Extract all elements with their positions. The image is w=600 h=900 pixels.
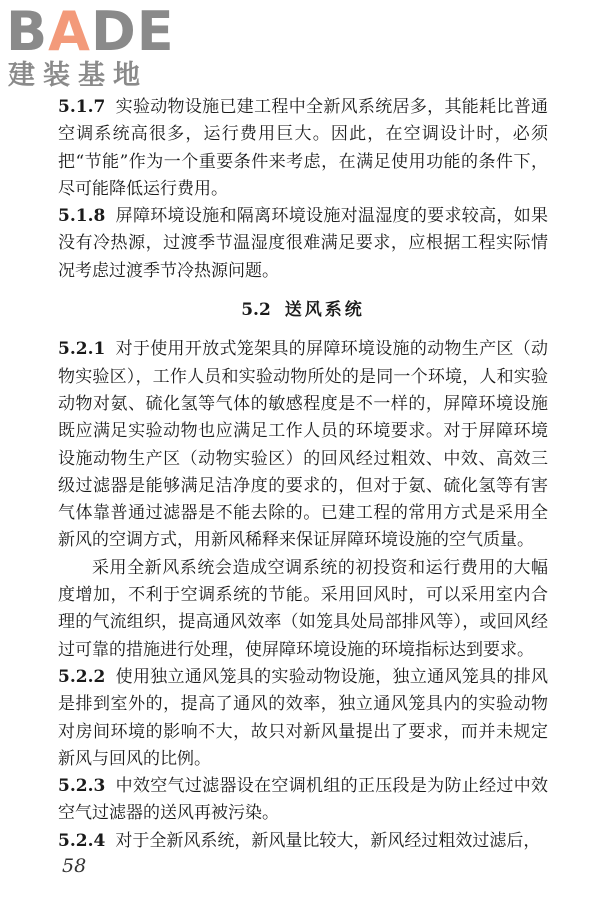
section-title: 送风系统: [284, 300, 365, 321]
logo-subtitle: 建装基地: [8, 60, 148, 91]
section-number: 5.2: [241, 300, 271, 321]
clause-number: 5.1.7: [58, 97, 106, 117]
section-heading: [58, 297, 548, 324]
clause-text: 对于使用开放式笼架具的屏障环境设施的动物生产区（动物实验区），工作人员和实验动物所处的是同一个环境，人和实验动物对氨、硫化氢等气体的敏感程度是不一样的，屏障环境设施既应满足实验动物也应满足工作人员的环境要求。对于屏障环境设施动物生产区（动物实验区）的回风经过粗效、中效、高效三级过滤器是能够满足洁净度的要求的，但对于氨、硫化氢等有害气体靠普通过滤器是不能去除的。已建工程的常用方式是采用全新风的空调方式，用新风稀释来保证屏障环境设施的空气质量。: [58, 339, 548, 551]
clause-number: 5.2.3: [58, 776, 106, 797]
page-number: 58: [62, 855, 87, 877]
page-body: [58, 94, 548, 855]
clause-text: 使用独立通风笼具的实验动物设施，独立通风笼具的排风是排到室外的，提高了通风的效率，独立通风笼具内的实验动物对房间环境的影响不大，故只对新风量提出了要求，而并未规定新风与回风的比例。: [58, 666, 548, 769]
clause-number: 5.2.2: [58, 666, 106, 687]
clause-5-2-1-continued: [58, 555, 548, 664]
clause-5-1-7: [58, 94, 548, 203]
clause-number: 5.2.4: [58, 830, 106, 851]
clause-5-2-3: [58, 773, 548, 828]
publisher-logo: [6, 0, 176, 96]
clause-5-1-8: [58, 203, 548, 285]
clause-text: 对于全新风系统，新风量比较大，新风经过粗效过滤后，: [115, 830, 541, 851]
clause-5-2-1: [58, 336, 548, 554]
clause-text: 中效空气过滤器设在空调机组的正压段是为防止经过中效空气过滤器的送风再被污染。: [58, 776, 548, 824]
clause-5-2-4: [58, 828, 548, 855]
clause-text: 屏障环境设施和隔离环境设施对温湿度的要求较高，如果没有冷热源，过渡季节温湿度很难满足要求，应根据工程实际情况考虑过渡季节冷热源问题。: [58, 206, 548, 281]
clause-text: 采用全新风系统会造成空调系统的初投资和运行费用的大幅度增加，不利于空调系统的节能。采用回风时，可以采用室内合理的气流组织，提高通风效率（如笼具处局部排风等），或回风经过可靠的措施进行处理，使屏障环境设施的环境指标达到要求。: [58, 557, 548, 660]
clause-5-2-2: [58, 664, 548, 773]
logo-wordmark: BADE: [6, 0, 175, 63]
clause-number: 5.2.1: [58, 339, 106, 360]
clause-text: 实验动物设施已建工程中全新风系统居多，其能耗比普通空调系统高很多，运行费用巨大。因此，在空调设计时，必须把“节能”作为一个重要条件来考虑，在满足使用功能的条件下，尽可能降低运行费用。: [58, 97, 548, 199]
clause-number: 5.1.8: [58, 206, 106, 227]
